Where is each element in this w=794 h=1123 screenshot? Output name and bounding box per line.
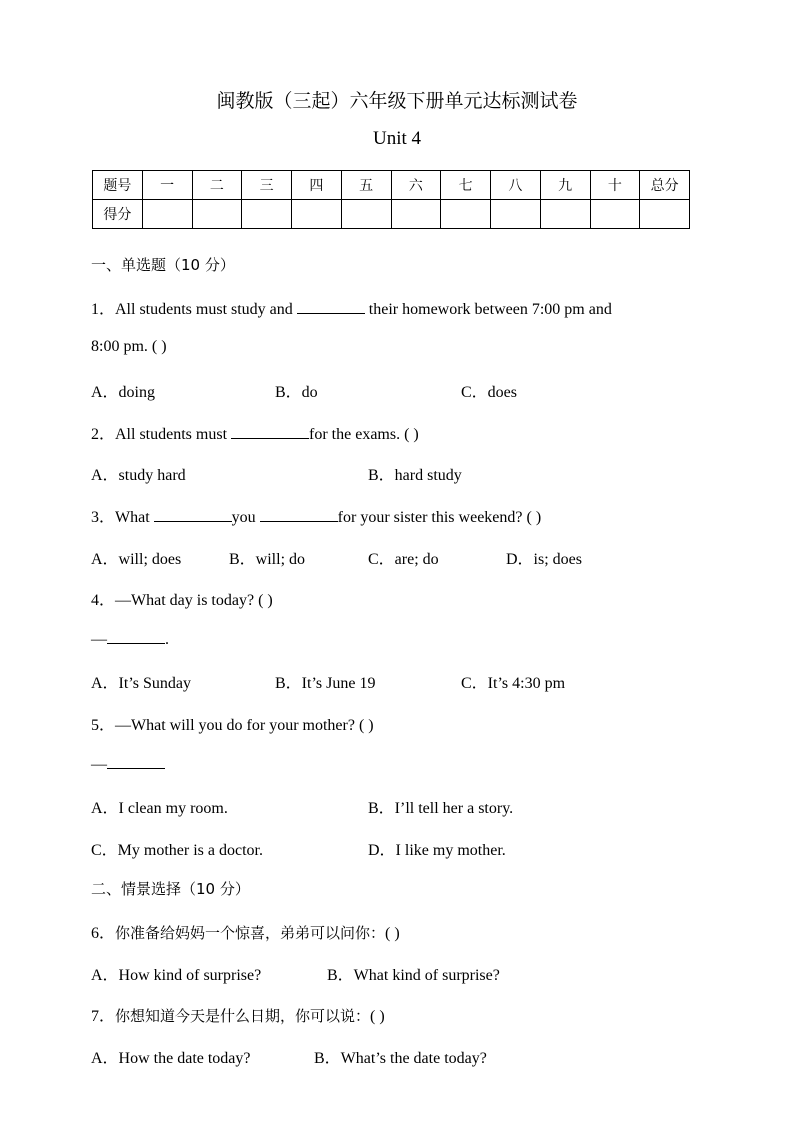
exam-unit: Unit 4	[372, 128, 422, 149]
score-entry[interactable]	[590, 200, 640, 229]
question-2: 2．All students must for the exams. ( )	[91, 426, 419, 443]
q7-option-b[interactable]: B．What’s the date today?	[314, 1050, 487, 1067]
score-entry[interactable]	[391, 200, 441, 229]
question-5-response: —	[91, 754, 165, 774]
q2-option-b[interactable]: B．hard study	[368, 467, 462, 484]
q5-option-c[interactable]: C．My mother is a doctor.	[91, 842, 263, 859]
question-7: 7．你想知道今天是什么日期，你可以说：( )	[91, 1007, 385, 1025]
score-entry[interactable]	[640, 200, 690, 229]
question-1: 1．All students must study and their homework between 7:00 pm and	[91, 301, 612, 318]
score-cell-7: 七	[441, 171, 491, 200]
score-cell-3: 三	[242, 171, 292, 200]
score-cell-label: 题号	[93, 171, 143, 200]
answer-blank[interactable]	[107, 629, 165, 644]
question-4-response: — .	[91, 631, 169, 648]
score-cell-6: 六	[391, 171, 441, 200]
question-6: 6．你准备给妈妈一个惊喜，弟弟可以问你：( )	[91, 924, 400, 942]
score-entry[interactable]	[540, 200, 590, 229]
section1-heading: 一、单选题（10 分）	[91, 256, 235, 274]
score-table	[92, 170, 690, 229]
score-table-score-row	[93, 200, 690, 229]
q1-option-b[interactable]: B．do	[275, 384, 318, 401]
score-row-label: 得分	[93, 200, 143, 229]
q7-option-a[interactable]: A．How the date today?	[91, 1050, 251, 1067]
score-cell-9: 九	[540, 171, 590, 200]
answer-blank[interactable]	[260, 507, 338, 522]
q2-option-a[interactable]: A．study hard	[91, 467, 186, 484]
score-cell-2: 二	[192, 171, 242, 200]
q4-option-b[interactable]: B．It’s June 19	[275, 675, 376, 692]
score-entry[interactable]	[441, 200, 491, 229]
score-cell-4: 四	[292, 171, 342, 200]
score-cell-total: 总分	[640, 171, 690, 200]
q3-option-c[interactable]: C．are; do	[368, 551, 439, 568]
answer-blank[interactable]	[154, 507, 232, 522]
question-3: 3．What you for your sister this weekend? ( )	[91, 509, 542, 526]
q3-option-a[interactable]: A．will; does	[91, 551, 182, 568]
q6-option-b[interactable]: B．What kind of surprise?	[327, 967, 500, 984]
score-entry[interactable]	[142, 200, 192, 229]
q5-option-d[interactable]: D．I like my mother.	[368, 842, 506, 859]
question-5: 5．—What will you do for your mother? ( )	[91, 717, 374, 734]
score-entry[interactable]	[292, 200, 342, 229]
score-entry[interactable]	[341, 200, 391, 229]
score-table-header-row	[93, 171, 690, 200]
q3-option-b[interactable]: B．will; do	[229, 551, 306, 568]
q5-option-b[interactable]: B．I’ll tell her a story.	[368, 800, 514, 817]
answer-blank[interactable]	[231, 424, 309, 439]
q1-option-a[interactable]: A．doing	[91, 384, 156, 401]
score-entry[interactable]	[192, 200, 242, 229]
question-4: 4．—What day is today? ( )	[91, 592, 273, 609]
answer-blank[interactable]	[297, 299, 365, 314]
score-entry[interactable]	[242, 200, 292, 229]
q4-option-a[interactable]: A．It’s Sunday	[91, 675, 192, 692]
q4-option-c[interactable]: C．It’s 4:30 pm	[461, 675, 566, 692]
score-cell-1: 一	[142, 171, 192, 200]
exam-title: 闽教版（三起）六年级下册单元达标测试卷	[216, 90, 578, 112]
score-cell-8: 八	[491, 171, 541, 200]
score-cell-5: 五	[341, 171, 391, 200]
q3-option-d[interactable]: D．is; does	[506, 551, 583, 568]
section2-heading: 二、情景选择（10 分）	[91, 880, 250, 898]
score-cell-10: 十	[590, 171, 640, 200]
answer-blank[interactable]	[107, 754, 165, 769]
score-entry[interactable]	[491, 200, 541, 229]
q1-option-c[interactable]: C．does	[461, 384, 518, 401]
q6-option-a[interactable]: A．How kind of surprise?	[91, 967, 262, 984]
q5-option-a[interactable]: A．I clean my room.	[91, 800, 228, 817]
question-1-line2: 8:00 pm. ( )	[91, 338, 167, 355]
